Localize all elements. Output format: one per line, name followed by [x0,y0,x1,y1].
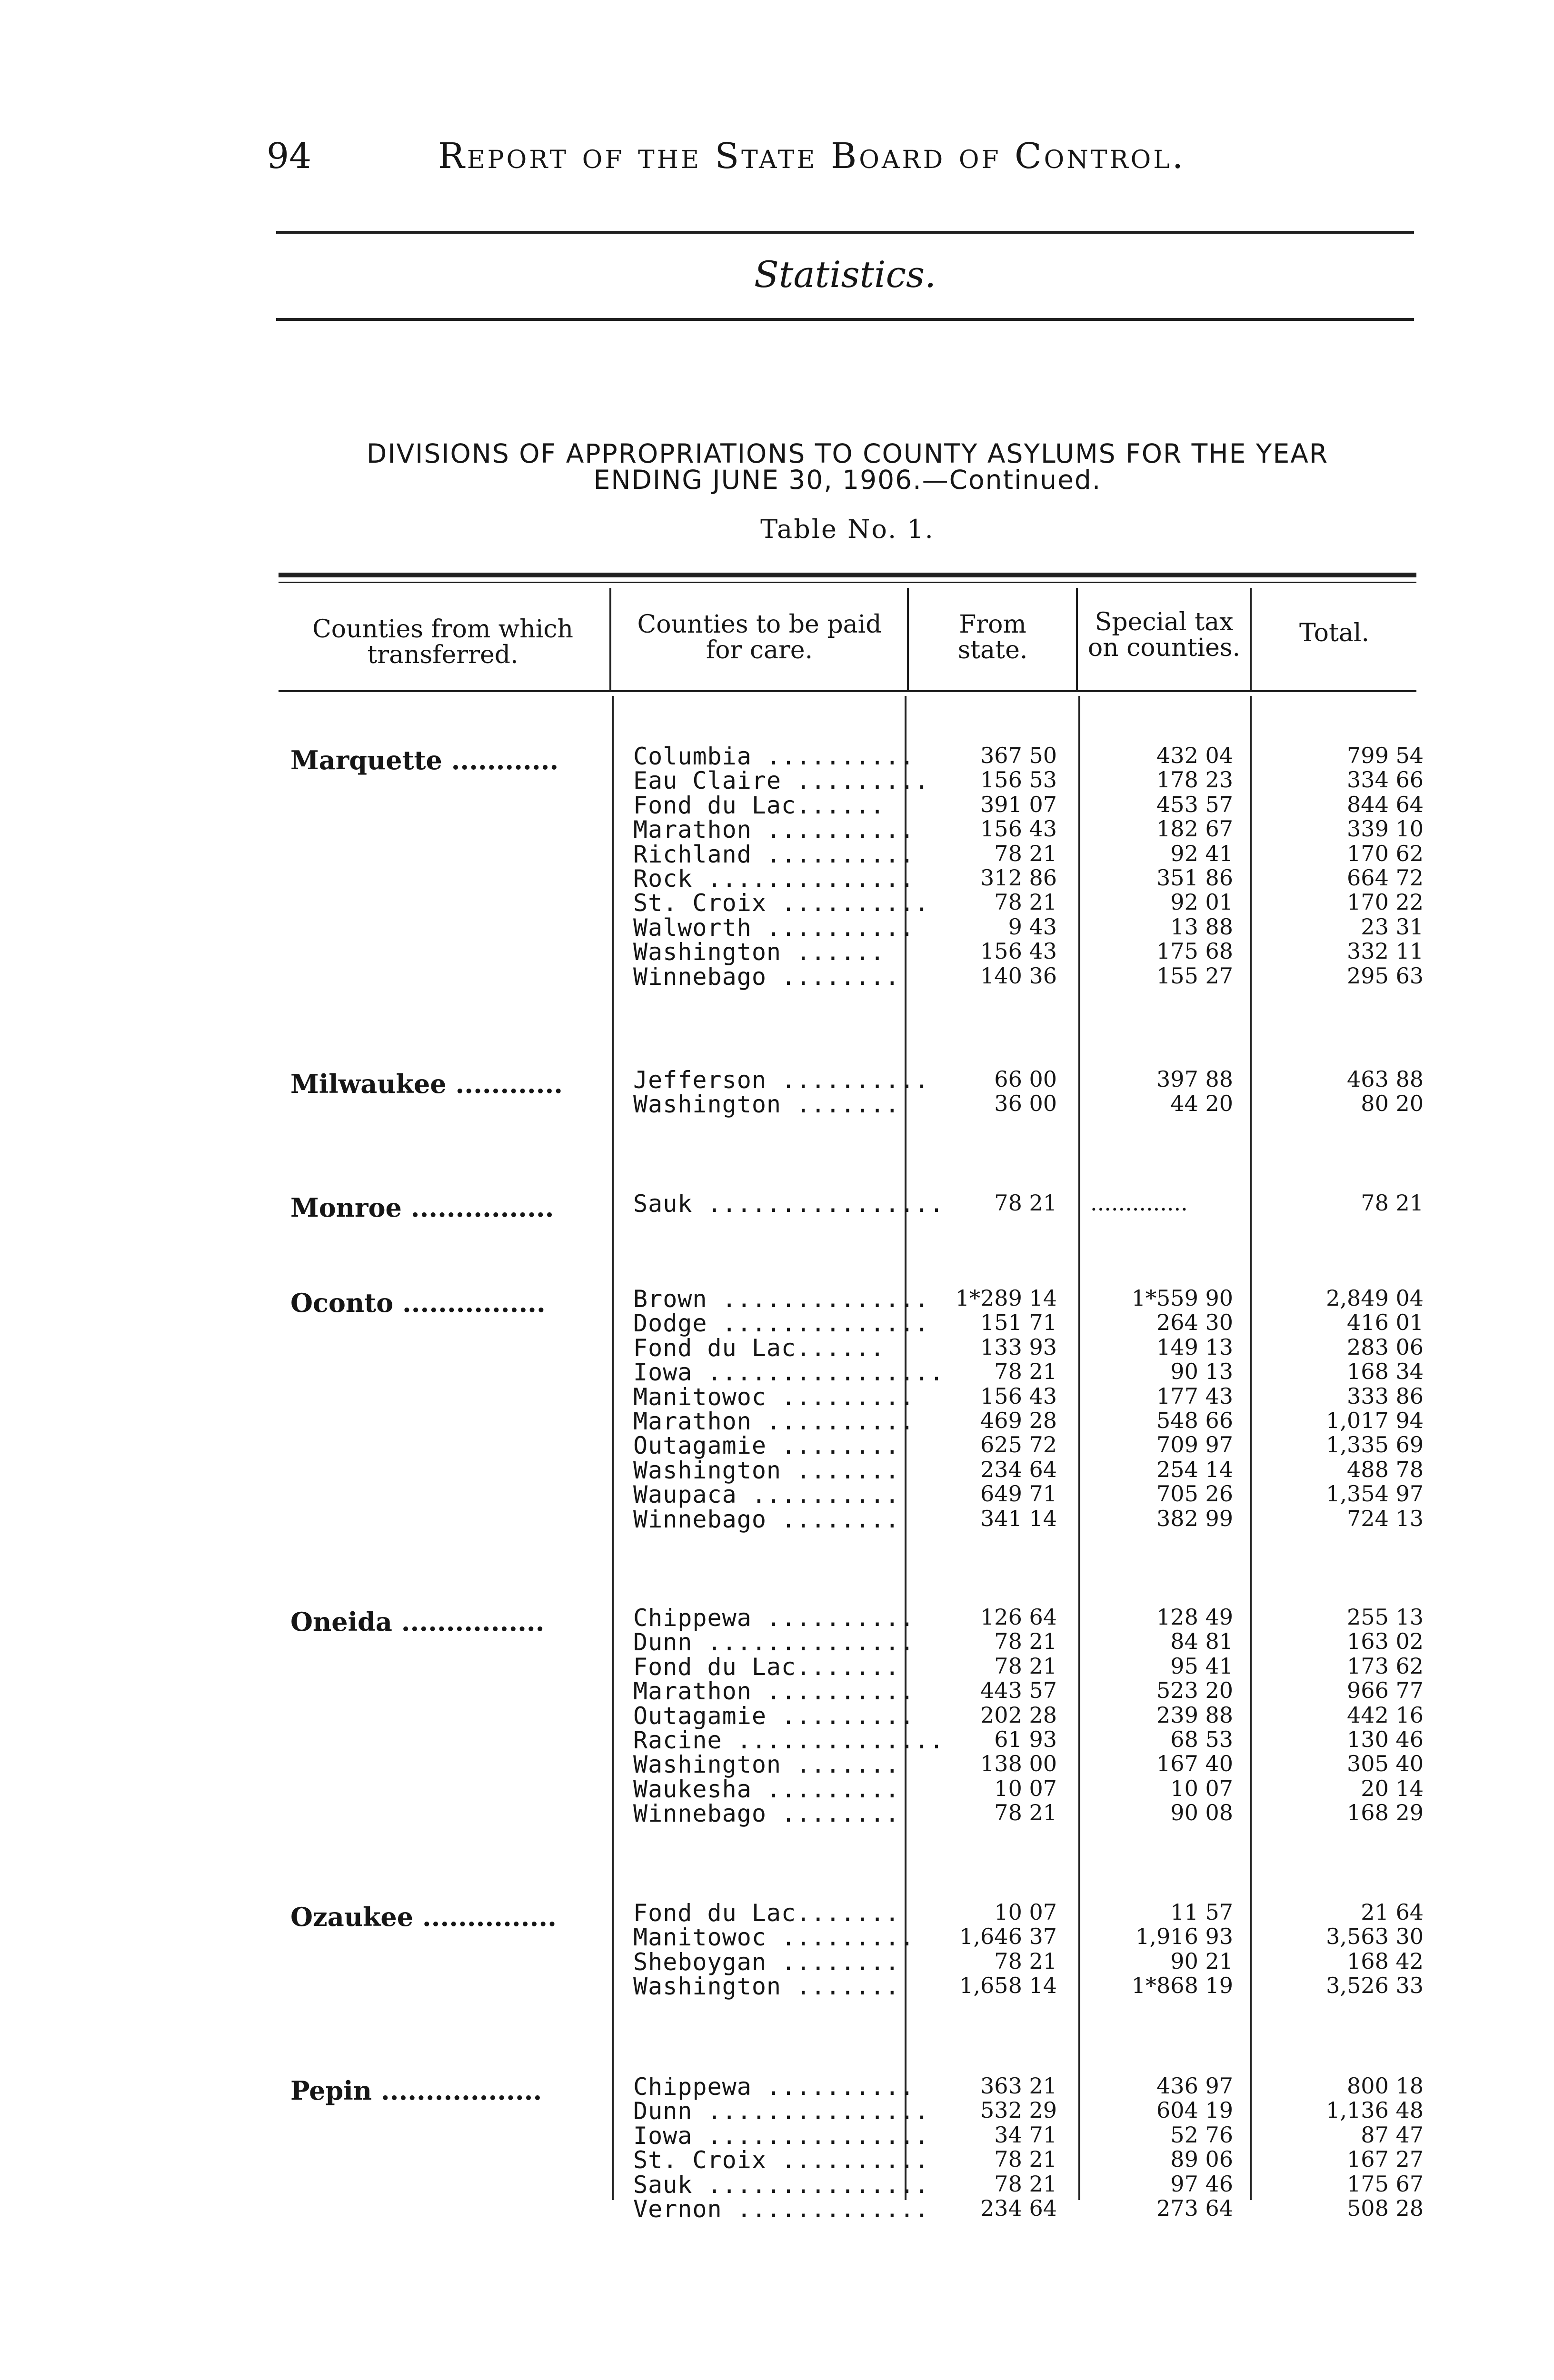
special-tax-value: 1,916 93 [1136,1924,1233,1949]
special-tax-value: 11 57 [1170,1899,1233,1925]
total-value: 508 28 [1347,2195,1424,2221]
total-value: 664 72 [1347,865,1424,891]
county-from-label: Ozaukee ............... [290,1902,557,1932]
county-to-name: Racine .............. [633,1726,945,1754]
total-value: 724 13 [1347,1506,1424,1531]
table-row [0,1285,1428,1313]
table-row [0,1677,1428,1705]
from-state-value: 140 36 [980,963,1057,989]
table-row [0,2097,1428,2125]
county-to-name: Rock .............. [633,865,915,892]
from-state-value: 363 21 [980,2073,1057,2099]
special-tax-value: 90 13 [1170,1359,1233,1384]
from-state-value: 10 07 [994,1775,1057,1801]
total-value: 799 54 [1347,743,1424,768]
county-to-name: Sauk ............... [633,2171,930,2199]
table-row [0,2122,1428,2150]
table-row [0,1604,1428,1632]
county-to-name: Richland .......... [633,841,915,868]
total-value: 800 18 [1347,2073,1424,2099]
special-tax-value: 397 88 [1156,1066,1233,1092]
county-to-name: Outagamie ........ [633,1432,900,1459]
from-state-value: 156 43 [980,938,1057,964]
section-rule [276,318,1414,321]
county-to-name: Columbia .......... [633,743,915,770]
table-row [0,1653,1428,1681]
from-state-value: 10 07 [994,1899,1057,1925]
special-tax-value: 709 97 [1156,1432,1233,1458]
total-value: 255 13 [1347,1604,1424,1630]
from-state-value: 151 71 [980,1309,1057,1335]
table-row [0,1066,1428,1094]
table-row [0,2195,1428,2223]
table-row [0,938,1428,966]
from-state-value: 78 21 [994,2146,1057,2172]
special-tax-value: 92 01 [1170,889,1233,915]
from-state-value: 36 00 [994,1091,1057,1116]
special-tax-value: 155 27 [1156,963,1233,989]
from-state-value: 1,658 14 [959,1973,1057,1998]
table-caption-line-1: DIVISIONS OF APPROPRIATIONS TO COUNTY ASYLUMS FOR THE YEAR [366,438,1329,469]
from-state-value: 469 28 [980,1408,1057,1433]
header-from-state-line-1: From [959,610,1026,639]
total-value: 173 62 [1347,1653,1424,1679]
total-value: 2,849 04 [1326,1285,1424,1311]
from-state-value: 443 57 [980,1677,1057,1703]
county-to-name: Chippewa .......... [633,1604,915,1632]
running-title: Report of the State Board of Control. [438,136,1186,177]
from-state-value: 9 43 [1008,914,1057,940]
total-value: 170 62 [1347,841,1424,866]
table-row [0,1457,1428,1484]
county-to-name: Brown .............. [633,1285,930,1313]
table-row [0,2171,1428,2199]
table-row [0,1948,1428,1976]
special-tax-value: 167 40 [1156,1751,1233,1776]
from-state-value: 156 43 [980,816,1057,842]
special-tax-value: 178 23 [1156,767,1233,793]
total-value: 966 77 [1347,1677,1424,1703]
county-to-name: Manitowoc ......... [633,1924,915,1951]
special-tax-value: 177 43 [1156,1383,1233,1409]
county-to-name: Sheboygan ........ [633,1948,900,1976]
table-row [0,889,1428,917]
from-state-value: 341 14 [980,1506,1057,1531]
special-tax-value: 382 99 [1156,1506,1233,1531]
total-value: 333 86 [1347,1383,1424,1409]
col-divider-2-header [907,588,909,690]
from-state-value: 1,646 37 [959,1924,1057,1949]
county-from-label: Oconto ................ [290,1288,546,1318]
total-value: 295 63 [1347,963,1424,989]
total-value: 130 46 [1347,1726,1424,1752]
special-tax-value: 182 67 [1156,816,1233,842]
county-to-name: Outagamie ......... [633,1702,915,1730]
special-tax-value: 239 88 [1156,1702,1233,1728]
from-state-value: 78 21 [994,2171,1057,2197]
col-divider-4-header [1250,588,1252,690]
county-to-name: Dunn ............... [633,2097,930,2125]
table-row [0,1481,1428,1508]
total-value: 463 88 [1347,1066,1424,1092]
from-state-value: 649 71 [980,1481,1057,1507]
county-to-name: Walworth .......... [633,914,915,942]
from-state-value: 234 64 [980,1457,1057,1482]
col-divider-3-header [1076,588,1078,690]
table-row [0,1899,1428,1927]
county-to-name: Washington ...... [633,938,885,966]
from-state-value: 61 93 [994,1726,1057,1752]
special-tax-value: 1*868 19 [1131,1973,1233,1998]
county-to-name: Sauk ................ [633,1190,945,1218]
county-to-name: Washington ....... [633,1751,900,1778]
from-state-value: 156 53 [980,767,1057,793]
special-tax-value: 128 49 [1156,1604,1233,1630]
table-top-rule [279,573,1416,577]
total-value: 87 47 [1361,2122,1424,2148]
from-state-value: 78 21 [994,1190,1057,1216]
from-state-value: 66 00 [994,1066,1057,1092]
total-value: 844 64 [1347,792,1424,817]
from-state-value: 625 72 [980,1432,1057,1458]
total-value: 339 10 [1347,816,1424,842]
special-tax-value: 90 21 [1170,1948,1233,1974]
table-row [0,1973,1428,2000]
county-to-name: Washington ....... [633,1091,900,1118]
county-to-name: Iowa ................ [633,1359,945,1386]
county-from-label: Milwaukee ............ [290,1069,563,1099]
special-tax-value: 149 13 [1156,1334,1233,1360]
header-total: Total. [1299,619,1369,647]
total-value: 3,526 33 [1326,1973,1424,1998]
from-state-value: 156 43 [980,1383,1057,1409]
total-value: 3,563 30 [1326,1924,1424,1949]
table-row [0,841,1428,868]
county-to-name: Waukesha ......... [633,1775,900,1803]
header-special-tax [1078,609,1250,661]
total-value: 168 42 [1347,1948,1424,1974]
header-from-state [909,612,1076,663]
county-to-name: Fond du Lac....... [633,1899,900,1927]
table-row [0,1359,1428,1386]
county-to-name: Marathon .......... [633,816,915,843]
table-row [0,1383,1428,1411]
table-row [0,1190,1428,1218]
total-value: 488 78 [1347,1457,1424,1482]
table-row [0,816,1428,843]
total-value: 80 20 [1361,1091,1424,1116]
total-value: 1,354 97 [1326,1481,1424,1507]
county-to-name: Fond du Lac...... [633,792,885,819]
header-to-county-line-1: Counties to be paid [637,610,882,639]
county-to-name: Manitowoc ......... [633,1383,915,1411]
special-tax-value: 351 86 [1156,865,1233,891]
table-row [0,1408,1428,1435]
county-to-name: Winnebago ........ [633,963,900,991]
county-to-name: Winnebago ........ [633,1506,900,1533]
from-state-value: 126 64 [980,1604,1057,1630]
table-row [0,743,1428,770]
special-tax-value: 705 26 [1156,1481,1233,1507]
table-row [0,1800,1428,1827]
table-row [0,1726,1428,1754]
county-to-name: Iowa ............... [633,2122,930,2150]
total-value: 21 64 [1361,1899,1424,1925]
from-state-value: 78 21 [994,1359,1057,1384]
total-value: 167 27 [1347,2146,1424,2172]
county-to-name: Fond du Lac...... [633,1334,885,1362]
county-from-label: Oneida ................ [290,1606,545,1637]
total-value: 170 22 [1347,889,1424,915]
header-to-county [614,612,905,663]
table-top-rule-thin [279,582,1416,583]
table-row [0,1924,1428,1951]
from-state-value: 34 71 [994,2122,1057,2148]
total-value: 168 34 [1347,1359,1424,1384]
total-value: 332 11 [1347,938,1424,964]
total-value: 163 02 [1347,1628,1424,1654]
county-to-name: Eau Claire ......... [633,767,930,794]
special-tax-value: 1*559 90 [1131,1285,1233,1311]
county-to-name: Dodge .............. [633,1309,930,1337]
special-tax-value: 523 20 [1156,1677,1233,1703]
table-row [0,2146,1428,2174]
total-value: 168 29 [1347,1800,1424,1825]
table-caption-line-2: ENDING JUNE 30, 1906.—Continued. [593,465,1102,495]
special-tax-value: 89 06 [1170,2146,1233,2172]
county-to-name: Winnebago ........ [633,1800,900,1827]
county-from-label: Marquette ............ [290,745,559,775]
special-tax-value: 453 57 [1156,792,1233,817]
from-state-value: 133 93 [980,1334,1057,1360]
county-to-name: Jefferson .......... [633,1066,930,1094]
special-tax-value: 92 41 [1170,841,1233,866]
col-divider-1-header [609,588,611,690]
from-state-value: 78 21 [994,1948,1057,1974]
special-tax-value: 604 19 [1156,2097,1233,2123]
table-row [0,1432,1428,1459]
from-state-value: 202 28 [980,1702,1057,1728]
total-value: 334 66 [1347,767,1424,793]
table-row [0,767,1428,794]
from-state-value: 78 21 [994,1653,1057,1679]
county-to-name: St. Croix .......... [633,889,930,917]
table-row [0,1628,1428,1656]
special-tax-value: 548 66 [1156,1408,1233,1433]
page-number: 94 [267,136,312,177]
county-to-name: Marathon .......... [633,1408,915,1435]
table-row [0,2073,1428,2101]
page-header [267,136,1419,188]
special-tax-value: 432 04 [1156,743,1233,768]
county-to-name: Chippewa .......... [633,2073,915,2101]
total-value: 175 67 [1347,2171,1424,2197]
table-row [0,1775,1428,1803]
special-tax-value: 436 97 [1156,2073,1233,2099]
total-value: 442 16 [1347,1702,1424,1728]
total-value: 416 01 [1347,1309,1424,1335]
special-tax-value: 254 14 [1156,1457,1233,1482]
county-to-name: Vernon ............. [633,2195,930,2223]
county-to-name: St. Croix .......... [633,2146,930,2174]
table-row [0,1506,1428,1533]
table-row [0,1091,1428,1118]
header-to-county-line-2: for care. [706,636,813,664]
total-value: 78 21 [1361,1190,1424,1216]
from-state-value: 532 29 [980,2097,1057,2123]
from-state-value: 78 21 [994,1628,1057,1654]
total-value: 1,017 94 [1326,1408,1424,1433]
county-to-name: Washington ....... [633,1973,900,2000]
total-value: 23 31 [1361,914,1424,940]
special-tax-value: 175 68 [1156,938,1233,964]
header-special-tax-line-1: Special tax [1095,608,1234,636]
header-from-county [279,616,607,668]
total-value: 305 40 [1347,1751,1424,1776]
from-state-value: 78 21 [994,1800,1057,1825]
special-tax-value: 68 53 [1170,1726,1233,1752]
from-state-value: 234 64 [980,2195,1057,2221]
from-state-value: 312 86 [980,865,1057,891]
from-state-value: 78 21 [994,889,1057,915]
total-value: 283 06 [1347,1334,1424,1360]
total-value: 1,136 48 [1326,2097,1424,2123]
table-row [0,963,1428,991]
table-row [0,1334,1428,1362]
top-rule [276,231,1414,234]
special-tax-value: 13 88 [1170,914,1233,940]
section-title: Statistics. [754,253,936,296]
from-state-value: 391 07 [980,792,1057,817]
special-tax-value: 273 64 [1156,2195,1233,2221]
from-state-value: 1*289 14 [955,1285,1057,1311]
county-to-name: Waupaca .......... [633,1481,900,1508]
county-to-name: Washington ....... [633,1457,900,1484]
special-tax-value: 90 08 [1170,1800,1233,1825]
special-tax-value: 95 41 [1170,1653,1233,1679]
table-row [0,1702,1428,1730]
special-tax-value: 84 81 [1170,1628,1233,1654]
from-state-value: 78 21 [994,841,1057,866]
table-row [0,792,1428,819]
total-value: 1,335 69 [1326,1432,1424,1458]
table-row [0,1309,1428,1337]
county-from-label: Monroe ................ [290,1192,554,1223]
special-tax-value: 97 46 [1170,2171,1233,2197]
special-tax-value: 264 30 [1156,1309,1233,1335]
county-to-name: Fond du Lac....... [633,1653,900,1681]
header-from-state-line-2: state. [957,636,1028,664]
special-tax-value: 10 07 [1170,1775,1233,1801]
special-tax-value: 52 76 [1170,2122,1233,2148]
table-row [0,1751,1428,1778]
county-to-name: Marathon .......... [633,1677,915,1705]
from-state-value: 138 00 [980,1751,1057,1776]
header-from-county-line-1: Counties from which [312,615,574,644]
header-special-tax-line-2: on counties. [1087,634,1241,662]
header-from-county-line-2: transferred. [367,641,518,669]
table-number: Table No. 1. [760,514,935,544]
county-from-label: Pepin .................. [290,2075,542,2106]
table-row [0,865,1428,892]
county-to-name: Dunn .............. [633,1628,915,1656]
header-bottom-rule [279,690,1416,692]
table-row [0,914,1428,942]
special-tax-value: 44 20 [1170,1091,1233,1116]
special-tax-value: .............. [1090,1190,1188,1216]
from-state-value: 367 50 [980,743,1057,768]
total-value: 20 14 [1361,1775,1424,1801]
